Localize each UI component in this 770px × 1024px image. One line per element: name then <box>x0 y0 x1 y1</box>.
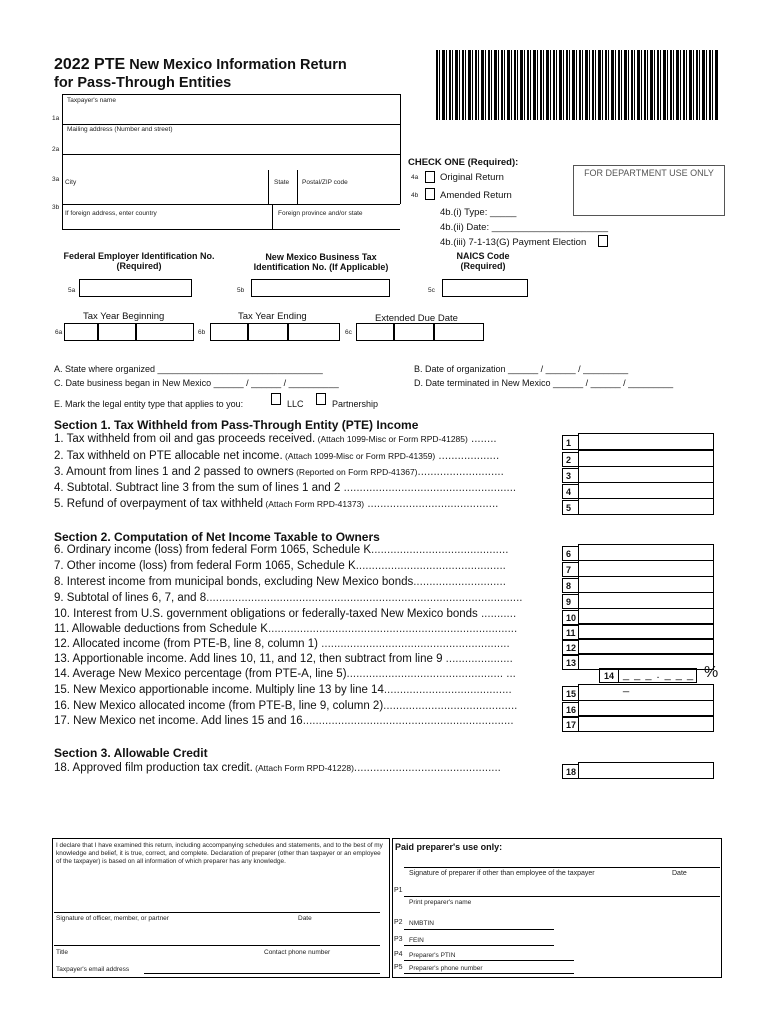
line-11-text: 11. Allowable deductions from Schedule K <box>54 623 268 635</box>
tax-year-begin-month[interactable] <box>64 323 98 341</box>
line-8-text: 8. Interest income from municipal bonds, excluding New Mexico bonds <box>54 576 414 588</box>
line-8-dots: ............................. <box>413 576 506 588</box>
line-14-percentage-input[interactable]: _ _ _ . _ _ _ _ <box>619 668 697 683</box>
p2-label: P2 <box>394 919 403 926</box>
officer-signature-field[interactable] <box>54 912 380 913</box>
row-4b: 4b <box>411 192 419 199</box>
department-use-label: FOR DEPARTMENT USE ONLY <box>584 168 714 178</box>
line-5-amount[interactable] <box>578 498 714 515</box>
line-9-text: 9. Subtotal of lines 6, 7, and 8 <box>54 592 207 604</box>
declaration-text: I declare that I have examined this return, including accompanying schedules and statements, and to the best of my knowledge and belief, it is true, correct, and complete. Declaration of preparer (other than taxpayer or an employee of the taxpayer) is based on all information of which preparer has any knowledge. <box>56 842 383 865</box>
taxpayer-email-label: Taxpayer's email address <box>56 966 130 973</box>
line-4-dots: ...................................................... <box>340 482 517 494</box>
line-18-amount[interactable] <box>578 762 714 779</box>
line-12-dots: ........................................................... <box>317 638 510 650</box>
line-15-number: 15 <box>562 686 578 701</box>
line-2-attach: (Attach 1099-Misc or Form RPD-41359) <box>282 451 436 461</box>
line-6-number: 6 <box>562 546 578 561</box>
mailing-address-label: Mailing address (Number and street) <box>67 126 173 133</box>
line-11-dots: .............................................................................. <box>267 623 518 635</box>
fein-label: FEIN <box>409 937 424 944</box>
line-3-dots: ........................... <box>417 466 504 478</box>
line-9-dots: ................................................................................................... <box>206 592 523 604</box>
preparer-date-label: Date <box>672 870 687 877</box>
tax-year-begin-year[interactable] <box>136 323 194 341</box>
naics-heading <box>452 251 514 271</box>
preparer-ptin-field[interactable] <box>404 960 574 961</box>
address-left-rule <box>62 94 63 229</box>
line-5 <box>54 498 558 510</box>
extended-due-month[interactable] <box>356 323 394 341</box>
line-18-text: 18. Approved film production tax credit. <box>54 762 253 774</box>
address-top-rule <box>62 94 400 95</box>
mailing-address-field[interactable] <box>62 154 400 155</box>
nmbtin-title-2: Identification No. (If Applicable) <box>253 262 389 272</box>
row-1a: 1a <box>52 115 60 122</box>
preparer-name-field[interactable] <box>404 896 720 897</box>
line-12-text: 12. Allocated income (from PTE-B, line 8, column 1) <box>54 638 318 650</box>
line-3-text: 3. Amount from lines 1 and 2 passed to owners <box>54 466 294 478</box>
title-label: Title <box>56 949 69 956</box>
partnership-checkbox[interactable] <box>316 393 326 405</box>
line-1-attach: (Attach 1099-Misc or Form RPD-41285) <box>315 434 468 444</box>
line-13 <box>54 653 558 665</box>
partnership-label: Partnership <box>332 399 379 409</box>
line-17-number: 17 <box>562 717 578 732</box>
line-15-text: 15. New Mexico apportionable income. Multiply line 13 by line 14 <box>54 684 384 696</box>
barcode <box>436 50 719 120</box>
fein-title: Federal Employer Identification No. <box>63 251 215 261</box>
tax-year-end-day[interactable] <box>248 323 288 341</box>
llc-checkbox[interactable] <box>271 393 281 405</box>
date-began-nm[interactable]: C. Date business began in New Mexico ______ / ______ / __________ <box>54 378 339 388</box>
line-18-number: 18 <box>562 764 578 779</box>
line-2 <box>54 450 558 462</box>
line-11-number: 11 <box>562 625 578 640</box>
fein-required: (Required) <box>116 261 162 271</box>
nmbtin-title: New Mexico Business Tax <box>265 252 377 262</box>
line-5-attach: (Attach Form RPD-41373) <box>263 499 365 509</box>
line-10 <box>54 608 558 620</box>
payment-election-checkbox[interactable] <box>598 235 608 247</box>
row-3a: 3a <box>52 176 60 183</box>
naics-title: NAICS Code <box>456 251 510 261</box>
form-title-text: New Mexico Information Return <box>129 57 347 73</box>
line-3-attach: (Reported on Form RPD-41367) <box>293 467 418 477</box>
line-6-dots: ........................................... <box>371 544 509 556</box>
line-4-text: 4. Subtotal. Subtract line 3 from the sum of lines 1 and 2 <box>54 482 341 494</box>
naics-required: (Required) <box>460 261 506 271</box>
tax-year-beginning-label: Tax Year Beginning <box>83 311 165 322</box>
row-2a: 2a <box>52 146 60 153</box>
amended-type[interactable]: 4b.(i) Type: _____ <box>440 207 517 218</box>
city-state-zip-field[interactable] <box>62 204 400 205</box>
line-13-dots: ..................... <box>442 653 513 665</box>
line-9-number: 9 <box>562 594 578 609</box>
line-4-number: 4 <box>562 484 578 499</box>
line-12 <box>54 638 558 650</box>
payment-election-label: 4b.(iii) 7-1-13(G) Payment Election <box>440 237 587 248</box>
foreign-divider <box>272 204 273 229</box>
original-return-checkbox[interactable] <box>425 171 435 183</box>
line-18-dots: .............................................. <box>353 762 501 774</box>
line-17-amount[interactable] <box>578 715 714 732</box>
form-year-code: 2022 PTE <box>54 56 126 73</box>
line-7-number: 7 <box>562 562 578 577</box>
tax-year-end-year[interactable] <box>288 323 340 341</box>
line-14-number: 14 <box>599 668 619 683</box>
preparer-signature-field[interactable] <box>404 867 720 868</box>
line-3 <box>54 466 558 478</box>
line-2-number: 2 <box>562 452 578 467</box>
line-7-amount[interactable] <box>578 560 714 577</box>
entity-type-label: E. Mark the legal entity type that applies to you: <box>54 399 244 409</box>
line-10-text: 10. Interest from U.S. government obligations or federally-taxed New Mexico bonds <box>54 608 478 620</box>
amended-date[interactable]: 4b.(ii) Date: ______________________ <box>440 222 608 233</box>
foreign-province-label: Foreign province and/or state <box>278 210 363 217</box>
date-terminated-nm[interactable]: D. Date terminated in New Mexico ______ / ______ / _________ <box>414 378 674 388</box>
line-13-number: 13 <box>562 655 578 670</box>
preparer-title: Paid preparer's use only: <box>395 842 503 852</box>
line-15-amount[interactable] <box>578 684 714 701</box>
line-2-dots: ................... <box>435 450 500 462</box>
line-6-text: 6. Ordinary income (loss) from federal Form 1065, Schedule K <box>54 544 372 556</box>
state-zip-divider <box>297 170 298 204</box>
line-16-text: 16. New Mexico allocated income (from PTE-B, line 9, column 2) <box>54 700 384 712</box>
line-10-dots: ........... <box>477 608 517 620</box>
fein-heading <box>54 251 224 271</box>
line-7-text: 7. Other income (loss) from federal Form 1065, Schedule K <box>54 560 356 572</box>
line-17-text: 17. New Mexico net income. Add lines 15 and 16 <box>54 715 303 727</box>
line-18-attach: (Attach Form RPD-41228) <box>252 763 354 773</box>
extended-due-year[interactable] <box>434 323 484 341</box>
p3-label: P3 <box>394 936 403 943</box>
preparer-fein-field[interactable] <box>404 945 554 946</box>
contact-phone-label: Contact phone number <box>264 949 331 956</box>
p5-label: P5 <box>394 964 403 971</box>
line-18 <box>54 762 558 774</box>
naics-input[interactable] <box>442 279 528 297</box>
amended-return-label: Amended Return <box>440 190 512 201</box>
line-2-text: 2. Tax withheld on PTE allocable net income. <box>54 450 283 462</box>
line-8 <box>54 576 558 588</box>
nmbtin-label: NMBTIN <box>409 920 434 927</box>
line-1 <box>54 433 558 445</box>
nmbtin-heading <box>240 252 402 272</box>
line-4 <box>54 482 558 494</box>
line-7-dots: ............................................... <box>355 560 506 572</box>
form-title <box>54 56 347 74</box>
row-6a: 6a <box>55 329 63 336</box>
line-11 <box>54 623 558 635</box>
taxpayer-name-label: Taxpayer's name <box>67 97 116 104</box>
title-field[interactable] <box>54 945 380 946</box>
llc-label: LLC <box>287 399 304 409</box>
city-label: City <box>65 179 77 186</box>
p4-label: P4 <box>394 951 403 958</box>
address-right-rule <box>400 94 401 204</box>
zip-label: Postal/ZIP code <box>302 179 348 186</box>
row-5a: 5a <box>68 287 76 294</box>
extended-due-day[interactable] <box>394 323 434 341</box>
line-8-number: 8 <box>562 578 578 593</box>
taxpayer-email-field[interactable] <box>144 973 380 974</box>
date-of-organization[interactable]: B. Date of organization ______ / ______ / _________ <box>414 364 629 374</box>
form-subtitle: for Pass-Through Entities <box>54 75 232 91</box>
state-label: State <box>274 179 290 186</box>
section-3-title: Section 3. Allowable Credit <box>54 746 208 760</box>
line-1-dots: ........ <box>467 433 497 445</box>
tax-year-begin-day[interactable] <box>98 323 136 341</box>
city-state-divider <box>268 170 269 204</box>
line-15-dots: ........................................ <box>383 684 512 696</box>
row-5b: 5b <box>237 287 245 294</box>
line-5-text: 5. Refund of overpayment of tax withheld <box>54 498 264 510</box>
line-14 <box>54 668 558 680</box>
line-1-number: 1 <box>562 435 578 450</box>
taxpayer-name-field[interactable] <box>62 124 400 125</box>
row-6b: 6b <box>198 329 206 336</box>
line-12-number: 12 <box>562 640 578 655</box>
line-9-amount[interactable] <box>578 592 714 609</box>
amended-return-checkbox[interactable] <box>425 188 435 200</box>
officer-signature-label: Signature of officer, member, or partner <box>56 915 169 922</box>
line-5-number: 5 <box>562 500 578 515</box>
line-3-amount[interactable] <box>578 466 714 483</box>
row-4a: 4a <box>411 174 419 181</box>
extended-due-date-label: Extended Due Date <box>375 313 458 324</box>
line-6 <box>54 544 558 556</box>
line-7 <box>54 560 558 572</box>
line-2-amount[interactable] <box>578 450 714 467</box>
row-3b: 3b <box>52 204 60 211</box>
tax-year-end-month[interactable] <box>210 323 248 341</box>
line-8-amount[interactable] <box>578 576 714 593</box>
line-9 <box>54 592 558 604</box>
line-10-number: 10 <box>562 610 578 625</box>
state-organized[interactable]: A. State where organized _________________________________ <box>54 364 323 374</box>
line-3-number: 3 <box>562 468 578 483</box>
line-5-dots: ......................................... <box>364 498 499 510</box>
preparer-phone-field[interactable] <box>404 973 574 974</box>
department-use-box <box>573 165 725 216</box>
original-return-label: Original Return <box>440 172 504 183</box>
line-17-dots: .................................................................. <box>302 715 514 727</box>
line-1-text: 1. Tax withheld from oil and gas proceeds received. <box>54 433 316 445</box>
preparer-signature-label: Signature of preparer if other than employee of the taxpayer <box>409 870 595 877</box>
foreign-address-label: If foreign address, enter country <box>65 210 157 217</box>
line-14-dots: ................................................. ... <box>346 668 516 680</box>
line-15 <box>54 684 558 696</box>
check-one-title: CHECK ONE (Required): <box>408 157 519 168</box>
line-16-number: 16 <box>562 702 578 717</box>
tax-year-ending-label: Tax Year Ending <box>238 311 307 322</box>
line-6-amount[interactable] <box>578 544 714 561</box>
print-name-label: Print preparer's name <box>409 899 472 906</box>
p1-label: P1 <box>394 887 403 894</box>
preparer-phone-label: Preparer's phone number <box>409 965 483 972</box>
line-1-amount[interactable] <box>578 433 714 450</box>
percent-sign: % <box>704 664 719 681</box>
foreign-address-field[interactable] <box>62 229 400 230</box>
nmbtin-input[interactable] <box>251 279 390 297</box>
section-1-title: Section 1. Tax Withheld from Pass-Through Entity (PTE) Income <box>54 418 419 432</box>
section-2-title: Section 2. Computation of Net Income Taxable to Owners <box>54 530 380 544</box>
line-14-text: 14. Average New Mexico percentage (from PTE-A, line 5) <box>54 668 347 680</box>
line-13-text: 13. Apportionable income. Add lines 10, 11, and 12, then subtract from line 9 <box>54 653 443 665</box>
row-5c: 5c <box>428 287 435 294</box>
ptin-label: Preparer's PTIN <box>409 952 456 959</box>
row-6c: 6c <box>345 329 352 336</box>
line-4-amount[interactable] <box>578 482 714 499</box>
line-16-dots: .......................................... <box>383 700 518 712</box>
preparer-nmbtin-field[interactable] <box>404 929 554 930</box>
line-16 <box>54 700 558 712</box>
officer-date-label: Date <box>298 915 312 922</box>
fein-input[interactable] <box>79 279 192 297</box>
line-17 <box>54 715 558 727</box>
